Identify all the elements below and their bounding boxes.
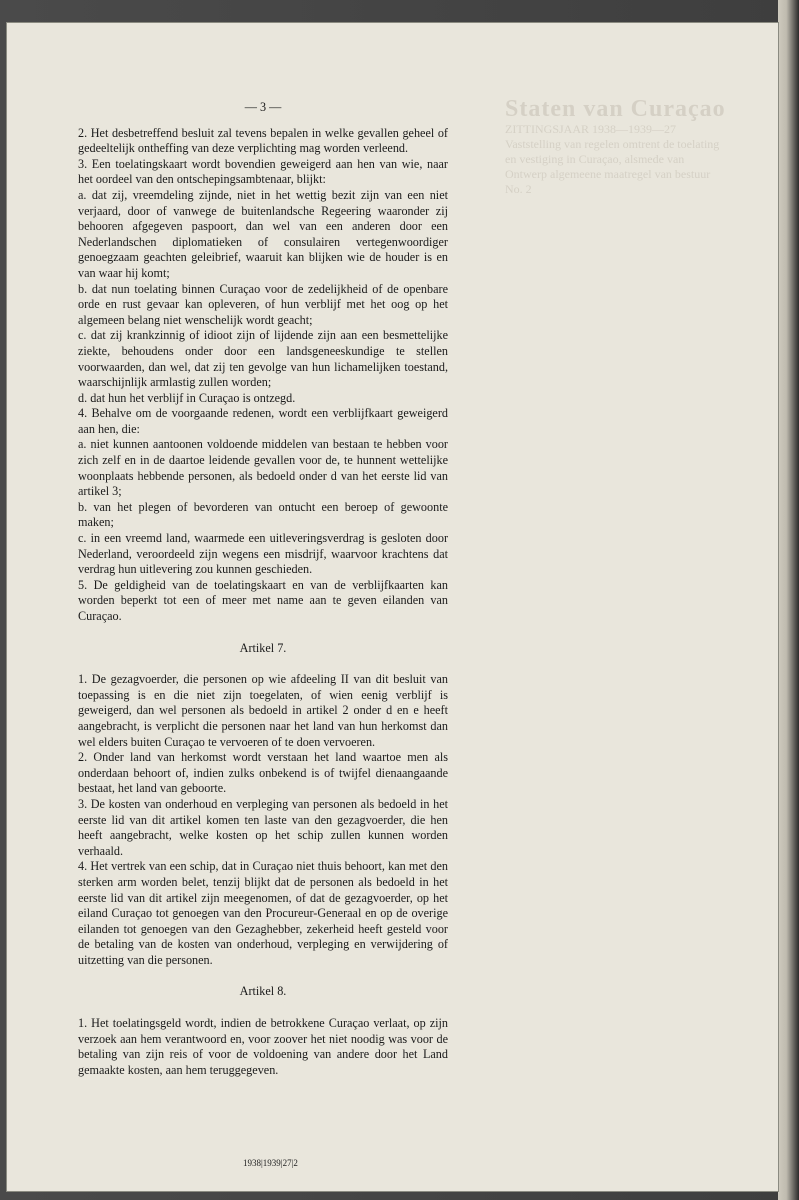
page-number: — 3 — <box>244 100 282 114</box>
article-heading: Artikel 7. <box>239 640 287 655</box>
page-content <box>78 100 448 1078</box>
paragraph: 2. Onder land van herkomst wordt verstaan het land waartoe men als onderdaan behoort of, indien zulks onbekend is of twijfel dienaangaande bestaat, het land van geboorte. <box>78 750 448 796</box>
list-item: a. dat zij, vreemdeling zijnde, niet in het wettig bezit zijn van een niet verjaard, door of vanwege de buitenlandsche Regeering waaronder zij behooren afgegeven paspoort, dan wel van een anderen door een Nederlandschen diplomatieken of consulairen vertegenwoordiger genoegzaam geachten geleibrief, waaruit kan blijken wie de houder is en van waar hij komt; <box>78 187 448 280</box>
paragraph: 2. Het desbetreffend besluit zal tevens bepalen in welke gevallen geheel of gedeeltelijk ontheffing van deze verplichting mag worden verleend. <box>78 125 448 156</box>
list-item: c. dat zij krankzinnig of idioot zijn of lijdende zijn aan een besmettelijke ziekte, behoudens onder door een landsgeneeskundige te stellen voorwaarden, dan wel, dat zij ten gevolge van hun lichamelijken toestand, waarschijnlijk armlastig zullen worden; <box>78 328 448 390</box>
adjacent-page-edge <box>778 0 799 1200</box>
list-item: b. dat nun toelating binnen Curaçao voor de zedelijkheid of de openbare orde en rust gevaar kan opleveren, of hun verblijf met het oog op het algemeen belang niet wenschelijk wordt geacht; <box>78 281 448 327</box>
article-heading: Artikel 8. <box>239 984 287 999</box>
paragraph: 1. Het toelatingsgeld wordt, indien de betrokkene Curaçao verlaat, op zijn verzoek aan hem verantwoord en, voor zoover het niet noodig was voor de betaling van zijn reis of voor de voldoening van andere door het Land gemaakte kosten, aan hem teruggegeven. <box>78 1016 448 1077</box>
paragraph: 1. De gezagvoerder, die personen op wie afdeeling II van dit besluit van toepassing is en die niet zijn toegelaten, of wien eenig verblijf is geweigerd, dan wel personen als bedoeld in artikel 2 onder d en e heeft aangebracht, is verplicht die personen naar het land van hun herkomst dan wel elders buiten Curaçao te vervoeren of te doen vervoeren. <box>78 672 448 749</box>
list-item: c. in een vreemd land, waarmede een uitleveringsverdrag is gesloten door Nederland, veroordeeld zijn wegens een misdrijf, waarvoor krachtens dat verdrag hun uitlevering zou kunnen geschieden. <box>78 531 448 577</box>
paragraph: 3. Een toelatingskaart wordt bovendien geweigerd aan hen van wie, naar het oordeel van den ontschepingsambtenaar, blijkt: <box>78 156 448 187</box>
paragraph: 4. Het vertrek van een schip, dat in Curaçao niet thuis behoort, kan met den sterken arm worden belet, tenzij blijkt dat de personen als bedoeld in het eerste lid van dit artikel zijn meegenomen, of dat de gezagvoerder, op het eiland Curaçao tot genoegen van den Procureur-Generaal en op de overige eilanden tot genoegen van den Gezaghebber, zekerheid heeft gesteld voor de betaling van de kosten van onderhoud, verpleging en verwijdering of uitzetting van die personen. <box>78 859 448 967</box>
paragraph: 5. De geldigheid van de toelatingskaart en van de verblijfkaarten kan worden beperkt tot een of meer met name aan te geven eilanden van Curaçao. <box>78 577 448 623</box>
list-item: d. dat hun het verblijf in Curaçao is ontzegd. <box>78 390 296 405</box>
list-item: b. van het plegen of bevorderen van ontucht een beroep of gewoonte maken; <box>78 499 448 530</box>
list-item: a. niet kunnen aantoonen voldoende middelen van bestaan te hebben voor zich zelf en in de daartoe leidende gevallen voor de, te hunnent wettelijke woonplaats hebbende personen, als bedoeld onder d van het eerste lid van artikel 3; <box>78 437 448 499</box>
archive-reference: 1938|1939|27|2 <box>243 1158 298 1168</box>
paragraph: 4. Behalve om de voorgaande redenen, wordt een verblijfkaart geweigerd aan hen, die: <box>78 406 448 436</box>
paragraph: 3. De kosten van onderhoud en verpleging van personen als bedoeld in het eerste lid van dit artikel komen ten laste van den gezagvoerder, die hen heeft aangebracht, welke kosten op het schip zullen kunnen worden verhaald. <box>78 796 448 858</box>
